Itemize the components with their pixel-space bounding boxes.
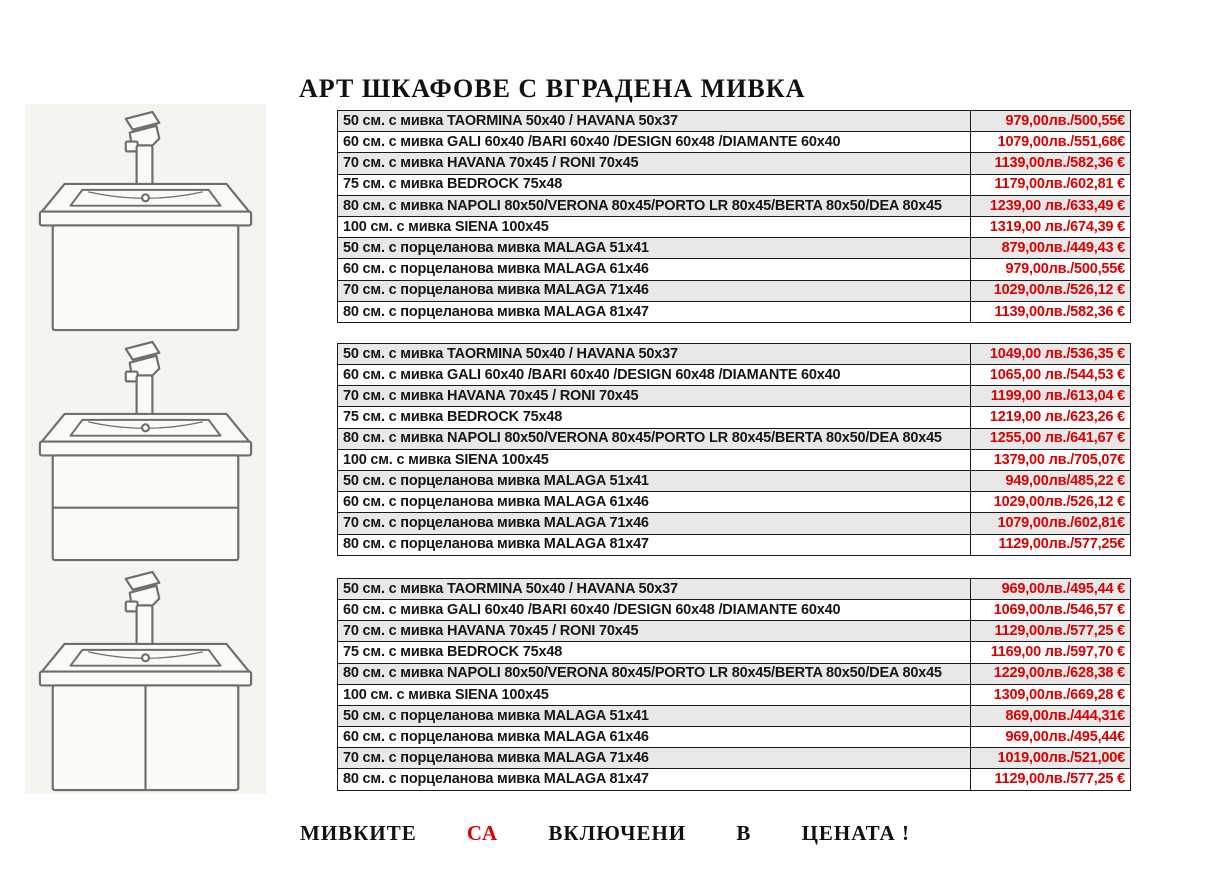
product-price: 1169,00 лв./597,70 €	[971, 642, 1131, 663]
table-row	[338, 174, 1131, 195]
table-row	[338, 599, 1131, 620]
product-description: 60 см. с мивка GALI 60x40 /BARI 60x40 /DESIGN 60x48 /DIAMANTE 60x40	[338, 132, 971, 153]
product-price: 1029,00лв./526,12 €	[971, 280, 1131, 301]
product-description: 70 см. с порцеланова мивка MALAGA 71x46	[338, 280, 971, 301]
product-price: 1065,00 лв./544,53 €	[971, 365, 1131, 386]
product-price: 1309,00лв./669,28 €	[971, 684, 1131, 705]
product-price: 1139,00лв./582,36 €	[971, 301, 1131, 322]
faucet-icon	[126, 572, 160, 645]
product-description: 50 см. с мивка TAORMINA 50x40 / HAVANA 50x37	[338, 111, 971, 132]
product-price: 969,00лв./495,44 €	[971, 578, 1131, 599]
product-description: 100 см. с мивка SIENA 100x45	[338, 449, 971, 470]
product-description: 80 см. с порцеланова мивка MALAGA 81x47	[338, 301, 971, 322]
table-row	[338, 259, 1131, 280]
product-description: 80 см. с мивка NAPOLI 80x50/VERONA 80x45/PORTO LR 80x45/BERTA 80x50/DEA 80x45	[338, 195, 971, 216]
table-row	[338, 449, 1131, 470]
note-word: В	[736, 821, 752, 845]
note-word: ВКЛЮЧЕНИ	[548, 821, 687, 845]
note-word-highlighted: СА	[466, 821, 499, 845]
table-row	[338, 727, 1131, 748]
table-row	[338, 216, 1131, 237]
table-row	[338, 769, 1131, 790]
table-row	[338, 365, 1131, 386]
product-price: 879,00лв./449,43 €	[971, 238, 1131, 259]
product-description: 70 см. с мивка HAVANA 70x45 / RONI 70x45	[338, 621, 971, 642]
sink-icon	[40, 644, 251, 685]
sinks-included-note	[300, 821, 910, 846]
table-row	[338, 407, 1131, 428]
table-row	[338, 684, 1131, 705]
product-price: 1079,00лв./551,68€	[971, 132, 1131, 153]
table-row	[338, 428, 1131, 449]
faucet-icon	[126, 342, 160, 415]
vanity-with-sink-plain-front-illustration	[27, 106, 264, 332]
vanity-illustrations-panel	[25, 104, 266, 794]
table-row	[338, 663, 1131, 684]
cabinet-box	[53, 455, 239, 560]
product-price: 1319,00 лв./674,39 €	[971, 216, 1131, 237]
product-price: 1219,00 лв./623,26 €	[971, 407, 1131, 428]
product-price: 1229,00лв./628,38 €	[971, 663, 1131, 684]
product-description: 50 см. с мивка TAORMINA 50x40 / HAVANA 50x37	[338, 343, 971, 364]
product-description: 70 см. с мивка HAVANA 70x45 / RONI 70x45	[338, 386, 971, 407]
product-price: 1069,00лв./546,57 €	[971, 599, 1131, 620]
product-price: 1129,00лв./577,25€	[971, 534, 1131, 555]
product-description: 50 см. с порцеланова мивка MALAGA 51x41	[338, 238, 971, 259]
product-price: 1379,00 лв./705,07€	[971, 449, 1131, 470]
page-title: АРТ ШКАФОВЕ С ВГРАДЕНА МИВКА	[299, 74, 806, 103]
product-description: 70 см. с порцеланова мивка MALAGA 71x46	[338, 513, 971, 534]
table-row	[338, 195, 1131, 216]
table-row	[338, 705, 1131, 726]
note-word: МИВКИТЕ	[300, 821, 417, 845]
table-row	[338, 471, 1131, 492]
product-price: 1199,00 лв./613,04 €	[971, 386, 1131, 407]
product-description: 60 см. с мивка GALI 60x40 /BARI 60x40 /DESIGN 60x48 /DIAMANTE 60x40	[338, 365, 971, 386]
product-description: 70 см. с порцеланова мивка MALAGA 71x46	[338, 748, 971, 769]
product-description: 50 см. с порцеланова мивка MALAGA 51x41	[338, 471, 971, 492]
table-row	[338, 238, 1131, 259]
product-price: 869,00лв./444,31€	[971, 705, 1131, 726]
product-description: 60 см. с порцеланова мивка MALAGA 61x46	[338, 492, 971, 513]
product-description: 60 см. с порцеланова мивка MALAGA 61x46	[338, 727, 971, 748]
cabinet-box	[53, 225, 239, 330]
sink-icon	[40, 184, 251, 225]
product-description: 50 см. с мивка TAORMINA 50x40 / HAVANA 50x37	[338, 578, 971, 599]
product-price: 1129,00лв./577,25 €	[971, 769, 1131, 790]
product-price: 1019,00лв./521,00€	[971, 748, 1131, 769]
cabinet-box	[53, 685, 239, 790]
price-tables-section	[337, 110, 1130, 791]
price-table-3	[337, 578, 1131, 791]
product-description: 100 см. с мивка SIENA 100x45	[338, 684, 971, 705]
product-description: 60 см. с мивка GALI 60x40 /BARI 60x40 /DESIGN 60x48 /DIAMANTE 60x40	[338, 599, 971, 620]
product-price: 969,00лв./495,44€	[971, 727, 1131, 748]
table-row	[338, 534, 1131, 555]
faucet-icon	[126, 112, 160, 185]
vanity-with-sink-two-drawers-illustration	[27, 336, 264, 562]
product-description: 80 см. с порцеланова мивка MALAGA 81x47	[338, 534, 971, 555]
table-row	[338, 343, 1131, 364]
product-description: 75 см. с мивка BEDROCK 75x48	[338, 174, 971, 195]
product-description: 80 см. с мивка NAPOLI 80x50/VERONA 80x45/PORTO LR 80x45/BERTA 80x50/DEA 80x45	[338, 663, 971, 684]
product-price: 979,00лв./500,55€	[971, 111, 1131, 132]
table-row	[338, 111, 1131, 132]
product-price: 949,00лв/485,22 €	[971, 471, 1131, 492]
product-description: 70 см. с мивка HAVANA 70x45 / RONI 70x45	[338, 153, 971, 174]
note-word: ЦЕНАТА !	[801, 821, 910, 845]
product-price: 1129,00лв./577,25 €	[971, 621, 1131, 642]
product-description: 75 см. с мивка BEDROCK 75x48	[338, 642, 971, 663]
table-row	[338, 748, 1131, 769]
price-table-1	[337, 110, 1131, 323]
product-price: 979,00лв./500,55€	[971, 259, 1131, 280]
table-row	[338, 132, 1131, 153]
table-row	[338, 642, 1131, 663]
product-description: 80 см. с порцеланова мивка MALAGA 81x47	[338, 769, 971, 790]
table-row	[338, 280, 1131, 301]
table-row	[338, 153, 1131, 174]
product-price: 1139,00лв./582,36 €	[971, 153, 1131, 174]
product-price: 1239,00 лв./633,49 €	[971, 195, 1131, 216]
table-row	[338, 301, 1131, 322]
table-row	[338, 386, 1131, 407]
table-row	[338, 513, 1131, 534]
table-row	[338, 492, 1131, 513]
table-row	[338, 621, 1131, 642]
table-row	[338, 578, 1131, 599]
product-price: 1029,00лв./526,12 €	[971, 492, 1131, 513]
product-description: 100 см. с мивка SIENA 100x45	[338, 216, 971, 237]
product-price: 1179,00лв./602,81 €	[971, 174, 1131, 195]
vanity-with-sink-two-doors-illustration	[27, 566, 264, 792]
product-description: 75 см. с мивка BEDROCK 75x48	[338, 407, 971, 428]
product-description: 80 см. с мивка NAPOLI 80x50/VERONA 80x45/PORTO LR 80x45/BERTA 80x50/DEA 80x45	[338, 428, 971, 449]
product-description: 50 см. с порцеланова мивка MALAGA 51x41	[338, 705, 971, 726]
price-table-2	[337, 343, 1131, 556]
product-price: 1049,00 лв./536,35 €	[971, 343, 1131, 364]
sink-icon	[40, 414, 251, 455]
product-price: 1255,00 лв./641,67 €	[971, 428, 1131, 449]
product-description: 60 см. с порцеланова мивка MALAGA 61x46	[338, 259, 971, 280]
product-price: 1079,00лв./602,81€	[971, 513, 1131, 534]
